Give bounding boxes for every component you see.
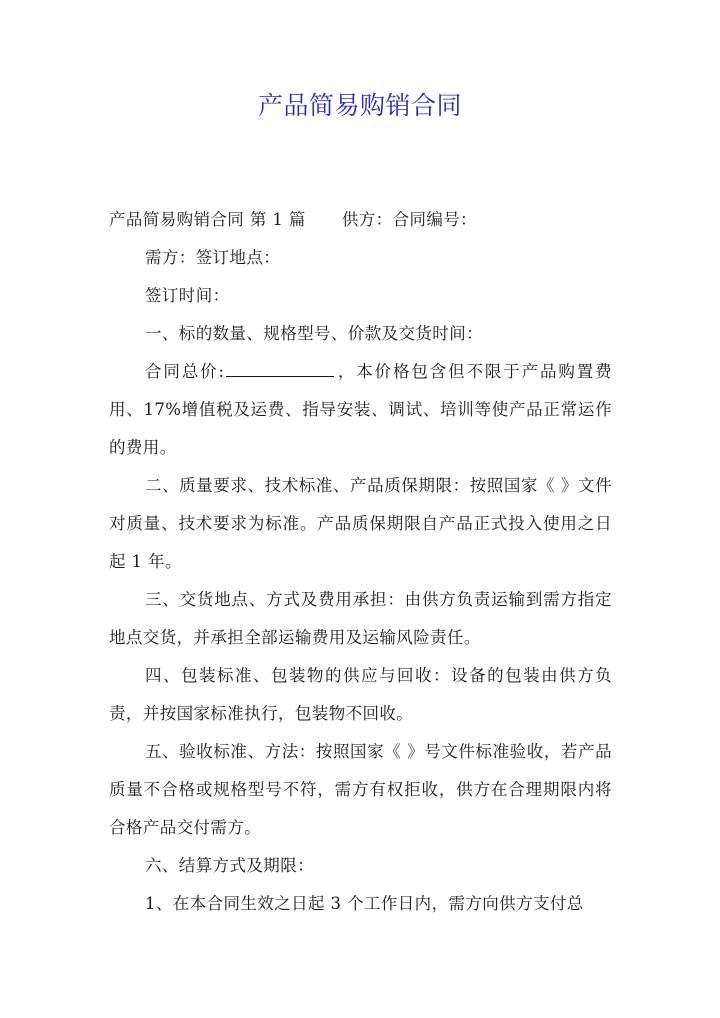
total-price-text: ，本价格包含但不限于产品购置费用、17%增值税及运费、指导安装、调试、培训等使产品正常运作的费用。 [109, 362, 613, 457]
section-6-heading: 六、结算方式及期限： [145, 856, 314, 875]
document-title: 产品简易购销合同 [257, 91, 462, 120]
document-body [109, 201, 612, 923]
paragraph-sign-time: 签订时间： [145, 286, 230, 305]
paragraph-total-price [109, 353, 612, 467]
section-6-item-1: 1、在本合同生效之日起 3 个工作日内，需方向供方支付总 [145, 894, 584, 913]
section-5-paragraph: 五、验收标准、方法：按照国家《 》号文件标准验收，若产品质量不合格或规格型号不符，需方有权拒收，供方在合理期限内将合格产品交付需方。 [109, 742, 612, 837]
paragraph-buyer-place: 需方：签订地点： [145, 248, 281, 267]
header-left: 产品简易购销合同 第 1 篇 [109, 210, 306, 229]
section-2-paragraph: 二、质量要求、技术标准、产品质保期限：按照国家《 》文件对质量、技术要求为标准。产品质保期限自产品正式投入使用之日起 1 年。 [109, 476, 612, 571]
header-line [109, 201, 612, 239]
total-price-label: 合同总价: [145, 362, 225, 381]
header-right: 供方：合同编号： [341, 210, 478, 229]
section-1-heading: 一、标的数量、规格型号、价款及交货时间： [145, 324, 483, 343]
total-price-blank [226, 362, 334, 377]
section-3-paragraph: 三、交货地点、方式及费用承担：由供方负责运输到需方指定地点交货，并承担全部运输费用及运输风险责任。 [109, 590, 612, 647]
section-4-paragraph: 四、包装标准、包装物的供应与回收：设备的包装由供方负责，并按国家标准执行，包装物不回收。 [109, 666, 612, 723]
